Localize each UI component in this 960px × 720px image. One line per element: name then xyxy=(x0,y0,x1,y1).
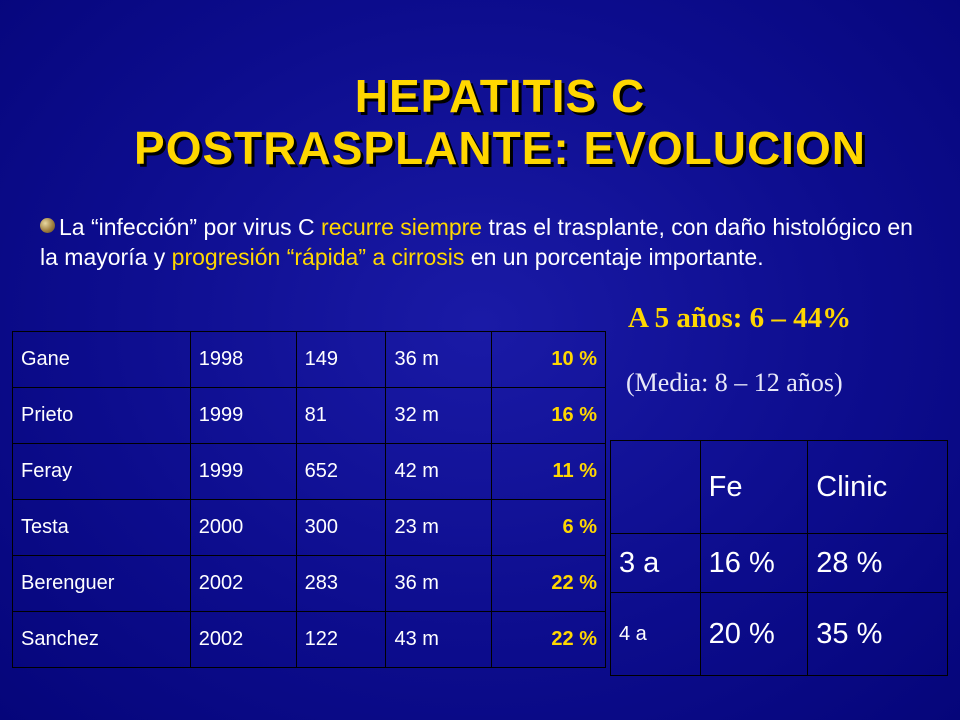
title-line-2: POSTRASPLANTE: EVOLUCION xyxy=(134,122,866,174)
stat-5-year: A 5 años: 6 – 44% xyxy=(628,302,852,334)
study-year: 1999 xyxy=(190,444,296,500)
bullet-seg-3: progresión “rápida” a cirrosis xyxy=(171,244,465,270)
study-year: 2002 xyxy=(190,556,296,612)
study-n: 122 xyxy=(296,612,386,668)
study-n: 283 xyxy=(296,556,386,612)
table-row xyxy=(611,593,948,676)
table-row xyxy=(13,500,606,556)
stat-median: (Media: 8 – 12 años) xyxy=(626,368,843,397)
study-n: 652 xyxy=(296,444,386,500)
study-followup: 23 m xyxy=(386,500,492,556)
study-percent: 11 % xyxy=(492,444,606,500)
study-author: Feray xyxy=(13,444,191,500)
fe-value: 20 % xyxy=(700,593,808,676)
fe-clinic-table xyxy=(610,440,948,676)
clinic-value: 35 % xyxy=(808,593,948,676)
study-author: Sanchez xyxy=(13,612,191,668)
study-n: 81 xyxy=(296,388,386,444)
table-row xyxy=(611,534,948,593)
study-followup: 42 m xyxy=(386,444,492,500)
clinic-value: 28 % xyxy=(808,534,948,593)
study-followup: 36 m xyxy=(386,332,492,388)
slide-title xyxy=(60,70,940,174)
study-percent: 22 % xyxy=(492,612,606,668)
study-author: Berenguer xyxy=(13,556,191,612)
study-followup: 32 m xyxy=(386,388,492,444)
study-year: 2000 xyxy=(190,500,296,556)
bullet-seg-0: La “infección” por virus C xyxy=(59,214,322,240)
table-row xyxy=(13,388,606,444)
header-clinic: Clinic xyxy=(808,441,948,534)
sphere-bullet-icon xyxy=(40,218,55,233)
study-year: 1999 xyxy=(190,388,296,444)
bullet-seg-1: recurre siempre xyxy=(321,214,483,240)
bullet-seg-2: tras el trasplante, con daño histológico en la mayoría y xyxy=(40,214,913,270)
study-followup: 43 m xyxy=(386,612,492,668)
table-header-row xyxy=(611,441,948,534)
study-author: Prieto xyxy=(13,388,191,444)
study-n: 300 xyxy=(296,500,386,556)
table-row xyxy=(13,332,606,388)
header-fe: Fe xyxy=(700,441,808,534)
table-row xyxy=(13,612,606,668)
title-line-1: HEPATITIS C xyxy=(354,70,646,122)
row-label: 4 a xyxy=(611,593,701,676)
fe-value: 16 % xyxy=(700,534,808,593)
study-percent: 10 % xyxy=(492,332,606,388)
table-row xyxy=(13,444,606,500)
study-n: 149 xyxy=(296,332,386,388)
studies-table xyxy=(12,331,606,668)
bullet-seg-4: en un porcentaje importante. xyxy=(464,244,764,270)
study-percent: 16 % xyxy=(492,388,606,444)
study-year: 2002 xyxy=(190,612,296,668)
study-author: Gane xyxy=(13,332,191,388)
row-label: 3 a xyxy=(611,534,701,593)
study-percent: 22 % xyxy=(492,556,606,612)
study-followup: 36 m xyxy=(386,556,492,612)
bullet-paragraph xyxy=(40,212,920,272)
study-author: Testa xyxy=(13,500,191,556)
study-percent: 6 % xyxy=(492,500,606,556)
header-empty-cell xyxy=(611,441,701,534)
study-year: 1998 xyxy=(190,332,296,388)
table-row xyxy=(13,556,606,612)
